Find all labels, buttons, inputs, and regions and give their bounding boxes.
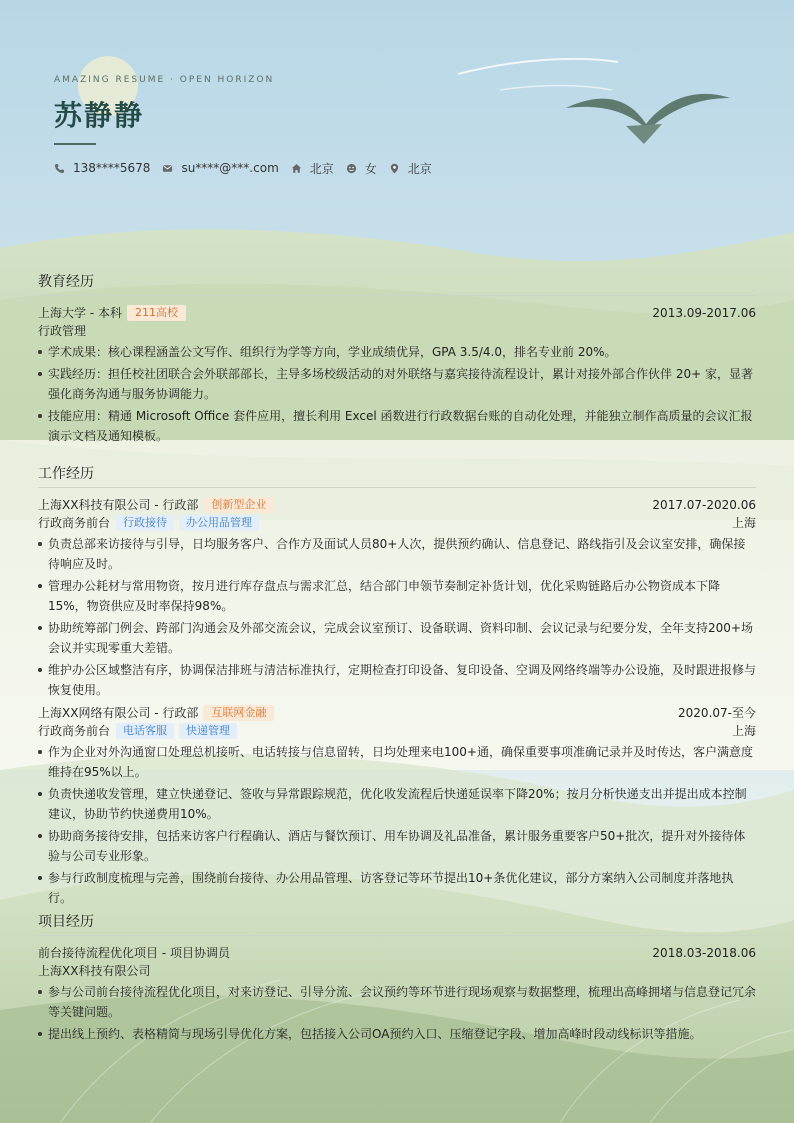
list-item: 实践经历：担任校社团联合会外联部部长，主导多场校级活动的对外联络与嘉宾接待流程设计，累计对接外部合作伙伴 20+ 家，显著强化商务沟通与服务协调能力。	[38, 364, 756, 404]
education-date: 2013.09-2017.06	[652, 306, 756, 320]
skill-tag: 办公用品管理	[179, 515, 259, 531]
section-divider	[38, 295, 756, 296]
list-item: 负责总部来访接待与引导，日均服务客户、合作方及面试人员80+人次，提供预约确认、信息登记、路线指引及会议室安排，确保接待响应及时。	[38, 534, 756, 574]
project-name: 前台接待流程优化项目 - 项目协调员	[38, 946, 230, 960]
section-divider	[38, 487, 756, 488]
list-item: 参与公司前台接待流程优化项目，对来访登记、引导分流、会议预约等环节进行现场观察与数据整理，梳理出高峰拥堵与信息登记冗余等关键问题。	[38, 982, 756, 1022]
job-role: 行政商务前台	[38, 724, 111, 738]
company-name: 上海XX网络有限公司 - 行政部	[38, 706, 199, 720]
phone-icon	[54, 163, 65, 174]
skill-tag: 快递管理	[179, 723, 237, 739]
job-role-row	[38, 722, 756, 740]
job-bullets	[38, 742, 756, 908]
contact-email	[162, 161, 278, 175]
skill-tag: 行政接待	[116, 515, 174, 531]
list-item: 学术成果：核心课程涵盖公文写作、组织行为学等方向，学业成绩优异，GPA 3.5/4.0，排名专业前 20%。	[38, 342, 756, 362]
job-role-row	[38, 514, 756, 532]
list-item: 参与行政制度梳理与完善，围绕前台接待、办公用品管理、访客登记等环节提出10+条优化建议，部分方案纳入公司制度并落地执行。	[38, 868, 756, 908]
mail-icon	[162, 163, 173, 174]
skill-tag: 电话客服	[116, 723, 174, 739]
job-bullets	[38, 534, 756, 700]
job-role: 行政商务前台	[38, 516, 111, 530]
list-item: 作为企业对外沟通窗口处理总机接听、电话转接与信息留转，日均处理来电100+通，确保重要事项准确记录并及时传达，客户满意度维持在95%以上。	[38, 742, 756, 782]
list-item: 协助商务接待安排，包括来访客户行程确认、酒店与餐饮预订、用车协调及礼品准备，累计服务重要客户50+批次，提升对外接待体验与公司专业形象。	[38, 826, 756, 866]
project-section	[38, 912, 756, 1044]
project-date: 2018.03-2018.06	[652, 946, 756, 960]
major-row	[38, 322, 756, 340]
project-org: 上海XX科技有限公司	[38, 964, 151, 978]
company-tag: 创新型企业	[203, 497, 274, 513]
list-item: 维护办公区域整洁有序，协调保洁排班与清洁标准执行，定期检查打印设备、复印设备、空调及网络终端等办公设施，及时跟进报修与恢复使用。	[38, 660, 756, 700]
job-header-row	[38, 496, 756, 514]
list-item: 管理办公耗材与常用物资，按月进行库存盘点与需求汇总，结合部门申领节奏制定补货计划，优化采购链路后办公物资成本下降15%，物资供应及时率保持98%。	[38, 576, 756, 616]
company-tag: 互联网金融	[203, 705, 274, 721]
section-divider	[38, 935, 756, 936]
home-icon	[291, 163, 302, 174]
contact-phone	[54, 161, 150, 175]
list-item: 负责快递收发管理，建立快递登记、签收与异常跟踪规范，优化收发流程后快递延误率下降20%；按月分析快递支出并提出成本控制建议，协助节约快递费用10%。	[38, 784, 756, 824]
list-item: 技能应用：精通 Microsoft Office 套件应用，擅长利用 Excel 函数进行行政数据台账的自动化处理，并能独立制作高质量的会议汇报演示文档及通知模板。	[38, 406, 756, 446]
list-item: 提出线上预约、表格精简与现场引导优化方案，包括接入公司OA预约入口、压缩登记字段、增加高峰时段动线标识等措施。	[38, 1024, 756, 1044]
location-icon	[389, 163, 400, 174]
major: 行政管理	[38, 324, 87, 338]
gender-icon	[346, 163, 357, 174]
job-date: 2020.07-至今	[678, 706, 756, 720]
project-header-row	[38, 944, 756, 962]
company-name: 上海XX科技有限公司 - 行政部	[38, 498, 199, 512]
school-name: 上海大学 - 本科	[38, 306, 122, 320]
contact-home	[291, 160, 334, 177]
education-title: 教育经历	[38, 274, 94, 290]
project-org-row	[38, 962, 756, 980]
contact-gender	[346, 160, 377, 177]
contact-location-text: 北京	[407, 161, 432, 176]
contact-email-text: su****@***.com	[181, 161, 279, 175]
contact-home-text: 北京	[309, 161, 334, 176]
school-tag: 211高校	[127, 305, 186, 321]
tagline: AMAZING RESUME · OPEN HORIZON	[54, 75, 275, 85]
work-title: 工作经历	[38, 466, 94, 482]
contact-location	[389, 160, 432, 177]
name-divider	[54, 143, 96, 145]
job-header-row	[38, 704, 756, 722]
education-bullets	[38, 342, 756, 446]
education-section	[38, 272, 756, 446]
contact-phone-text: 138****5678	[73, 161, 151, 175]
contact-bar	[54, 159, 444, 177]
project-bullets	[38, 982, 756, 1044]
job-city: 上海	[731, 724, 756, 738]
job-date: 2017.07-2020.06	[652, 498, 756, 512]
candidate-name: 苏静静	[54, 99, 145, 132]
work-section	[38, 464, 756, 908]
contact-gender-text: 女	[364, 161, 377, 176]
list-item: 协助统筹部门例会、跨部门沟通会及外部交流会议，完成会议室预订、设备联调、资料印制、会议记录与纪要分发，全年支持200+场会议并实现零重大差错。	[38, 618, 756, 658]
education-header-row	[38, 304, 756, 322]
project-title: 项目经历	[38, 914, 94, 930]
job-city: 上海	[731, 516, 756, 530]
